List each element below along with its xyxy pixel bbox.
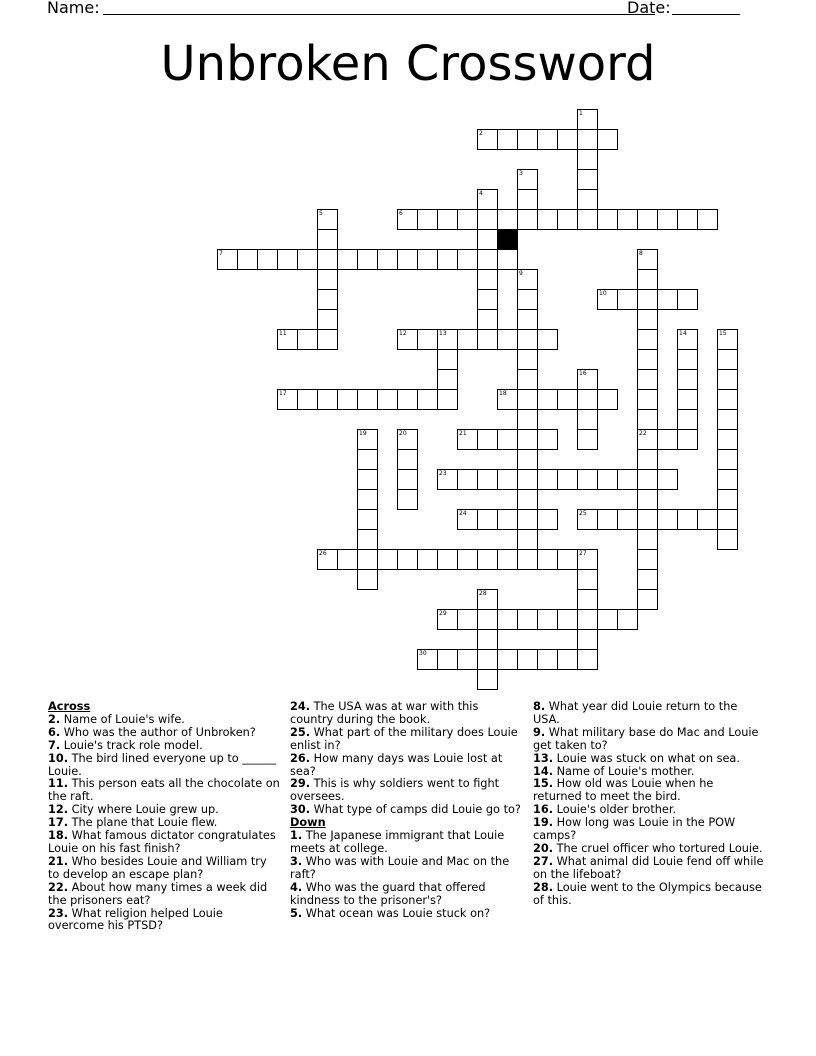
- grid-cell[interactable]: [517, 389, 538, 410]
- grid-cell[interactable]: [537, 389, 558, 410]
- grid-cell[interactable]: [637, 469, 658, 490]
- across-clue: 11. This person eats all the chocolate on the raft.: [48, 777, 280, 804]
- grid-cell[interactable]: [477, 209, 498, 230]
- clue-number: 26: [319, 550, 327, 557]
- grid-cell[interactable]: [477, 269, 498, 290]
- grid-cell[interactable]: [497, 649, 518, 670]
- grid-cell[interactable]: [397, 329, 418, 350]
- grid-cell[interactable]: [517, 289, 538, 310]
- clue-number: 6: [399, 210, 403, 217]
- clue-number: 8: [639, 250, 643, 257]
- grid-cell[interactable]: [497, 469, 518, 490]
- grid-cell[interactable]: [517, 609, 538, 630]
- grid-cell[interactable]: [677, 289, 698, 310]
- down-clue: 13. Louie was stuck on what on sea.: [533, 751, 740, 765]
- grid-cell[interactable]: [657, 209, 678, 230]
- grid-cell[interactable]: [517, 349, 538, 370]
- grid-cell[interactable]: [457, 549, 478, 570]
- grid-cell[interactable]: [477, 429, 498, 450]
- grid-cell[interactable]: [377, 249, 398, 270]
- grid-cell[interactable]: [457, 329, 478, 350]
- clue-number: 19: [359, 430, 367, 437]
- down-clue: 5. What ocean was Louie stuck on?: [290, 906, 491, 920]
- grid-cell[interactable]: [577, 469, 598, 490]
- grid-cell[interactable]: [597, 209, 618, 230]
- grid-cell[interactable]: [297, 249, 318, 270]
- grid-cell[interactable]: [577, 149, 598, 170]
- clue-number: 10: [599, 290, 607, 297]
- clue-number: 1: [579, 110, 583, 117]
- grid-cell[interactable]: [437, 209, 458, 230]
- grid-cell[interactable]: [477, 229, 498, 250]
- grid-cell[interactable]: [617, 289, 638, 310]
- across-clue: 7. Louie's track role model.: [48, 738, 203, 752]
- grid-cell[interactable]: [577, 369, 598, 390]
- grid-cell[interactable]: [517, 449, 538, 470]
- clue-number: 27: [579, 550, 587, 557]
- grid-cell[interactable]: [577, 509, 598, 530]
- across-clue: 12. City where Louie grew up.: [48, 803, 219, 817]
- grid-cell[interactable]: [477, 129, 498, 150]
- grid-cell[interactable]: [597, 609, 618, 630]
- grid-cell[interactable]: [317, 289, 338, 310]
- clue-number: 30: [419, 650, 427, 657]
- clue-number: 11: [279, 330, 287, 337]
- grid-cell[interactable]: [577, 429, 598, 450]
- grid-cell[interactable]: [577, 409, 598, 430]
- grid-cell[interactable]: [717, 429, 738, 450]
- grid-cell[interactable]: [537, 609, 558, 630]
- grid-cell[interactable]: [577, 629, 598, 650]
- grid-cell[interactable]: [317, 549, 338, 570]
- clue-column-2: [290, 701, 522, 920]
- clue-number: 18: [499, 390, 507, 397]
- down-clue: 16. Louie's older brother.: [533, 803, 677, 817]
- grid-cell[interactable]: [717, 509, 738, 530]
- clue-number: 5: [319, 210, 323, 217]
- grid-cell[interactable]: [477, 609, 498, 630]
- grid-cell[interactable]: [717, 449, 738, 470]
- grid-cell[interactable]: [677, 429, 698, 450]
- across-clue: 17. The plane that Louie flew.: [48, 816, 218, 830]
- across-heading: Across: [48, 700, 91, 713]
- grid-cell[interactable]: [457, 429, 478, 450]
- grid-cell[interactable]: [557, 209, 578, 230]
- grid-cell[interactable]: [537, 429, 558, 450]
- grid-cell[interactable]: [377, 549, 398, 570]
- grid-cell[interactable]: [597, 469, 618, 490]
- grid-cell[interactable]: [357, 449, 378, 470]
- grid-cell[interactable]: [457, 509, 478, 530]
- grid-cell[interactable]: [517, 269, 538, 290]
- grid-cell[interactable]: [477, 289, 498, 310]
- clue-number: 17: [279, 390, 287, 397]
- down-heading: Down: [290, 816, 326, 830]
- grid-cell[interactable]: [637, 569, 658, 590]
- down-clue: 9. What military base do Mac and Louie get taken to?: [533, 725, 759, 752]
- clue-number: 9: [519, 270, 523, 277]
- grid-cell[interactable]: [397, 469, 418, 490]
- grid-cell[interactable]: [537, 209, 558, 230]
- grid-cell[interactable]: [277, 249, 298, 270]
- clue-number: 23: [439, 470, 447, 477]
- grid-cell[interactable]: [717, 529, 738, 550]
- grid-cell[interactable]: [637, 389, 658, 410]
- grid-cell[interactable]: [437, 329, 458, 350]
- grid-cell[interactable]: [637, 409, 658, 430]
- clue-number: 12: [399, 330, 407, 337]
- grid-cell[interactable]: [517, 529, 538, 550]
- grid-cell[interactable]: [477, 509, 498, 530]
- grid-cell[interactable]: [517, 489, 538, 510]
- grid-cell[interactable]: [497, 609, 518, 630]
- grid-cell[interactable]: [357, 429, 378, 450]
- grid-cell[interactable]: [517, 129, 538, 150]
- grid-cell[interactable]: [437, 349, 458, 370]
- across-clue: 21. Who besides Louie and William try to develop an escape plan?: [48, 854, 267, 881]
- grid-cell[interactable]: [677, 349, 698, 370]
- grid-cell[interactable]: [357, 569, 378, 590]
- grid-cell[interactable]: [677, 369, 698, 390]
- grid-cell[interactable]: [437, 249, 458, 270]
- grid-cell[interactable]: [537, 509, 558, 530]
- grid-cell[interactable]: [637, 209, 658, 230]
- grid-cell[interactable]: [497, 129, 518, 150]
- grid-cell[interactable]: [577, 589, 598, 610]
- grid-cell[interactable]: [497, 429, 518, 450]
- grid-cell[interactable]: [397, 249, 418, 270]
- grid-cell[interactable]: [657, 469, 678, 490]
- grid-cell[interactable]: [357, 389, 378, 410]
- grid-cell[interactable]: [577, 649, 598, 670]
- grid-cell[interactable]: [397, 389, 418, 410]
- grid-cell[interactable]: [657, 289, 678, 310]
- grid-cell[interactable]: [437, 469, 458, 490]
- clue-number: 22: [639, 430, 647, 437]
- down-clue: 14. Name of Louie's mother.: [533, 764, 695, 778]
- grid-cell[interactable]: [517, 309, 538, 330]
- down-clue: 20. The cruel officer who tortured Louie.: [533, 841, 763, 855]
- grid-cell[interactable]: [517, 649, 538, 670]
- grid-cell[interactable]: [317, 389, 338, 410]
- grid-cell[interactable]: [717, 329, 738, 350]
- grid-cell[interactable]: [677, 409, 698, 430]
- name-label: Name:: [47, 0, 100, 17]
- clue-number: 14: [679, 330, 687, 337]
- across-clue: 18. What famous dictator congratulates Louie on his fast finish?: [48, 829, 276, 855]
- clue-number: 24: [459, 510, 467, 517]
- grid-cell[interactable]: [577, 549, 598, 570]
- clue-column-1: [48, 701, 280, 933]
- grid-cell[interactable]: [517, 169, 538, 190]
- across-clue: 10. The bird lined everyone up to ______ Louie.: [48, 751, 277, 778]
- down-clue: 27. What animal did Louie fend off while on the lifeboat?: [533, 854, 764, 881]
- grid-cell[interactable]: [357, 489, 378, 510]
- grid-cell[interactable]: [537, 329, 558, 350]
- page-title: Unbroken Crossword: [160, 36, 656, 92]
- grid-cell[interactable]: [677, 389, 698, 410]
- across-clue: 23. What religion helped Louie overcome his PTSD?: [48, 906, 223, 933]
- grid-cell[interactable]: [637, 329, 658, 350]
- grid-cell[interactable]: [637, 429, 658, 450]
- grid-cell[interactable]: [637, 269, 658, 290]
- grid-cell[interactable]: [597, 129, 618, 150]
- grid-cell[interactable]: [637, 509, 658, 530]
- grid-cell[interactable]: [717, 389, 738, 410]
- grid-cell[interactable]: [477, 589, 498, 610]
- grid-cell[interactable]: [677, 329, 698, 350]
- grid-cell[interactable]: [597, 389, 618, 410]
- across-clue: 25. What part of the military does Louie enlist in?: [290, 725, 518, 752]
- grid-cell[interactable]: [557, 469, 578, 490]
- grid-cell[interactable]: [377, 389, 398, 410]
- grid-cell[interactable]: [557, 129, 578, 150]
- grid-cell[interactable]: [497, 249, 518, 270]
- down-clue: 19. How long was Louie in the POW camps?: [533, 816, 736, 843]
- across-clue: 6. Who was the author of Unbroken?: [48, 725, 256, 739]
- grid-cell[interactable]: [517, 329, 538, 350]
- grid-cell[interactable]: [517, 469, 538, 490]
- grid-cell[interactable]: [577, 609, 598, 630]
- across-clue: 26. How many days was Louie lost at sea?: [290, 751, 503, 778]
- grid-cell[interactable]: [277, 329, 298, 350]
- grid-cell[interactable]: [637, 249, 658, 270]
- grid-cell[interactable]: [557, 549, 578, 570]
- grid-cell[interactable]: [617, 609, 638, 630]
- grid-cell[interactable]: [537, 549, 558, 570]
- across-clue: 30. What type of camps did Louie go to?: [290, 803, 521, 817]
- grid-cell[interactable]: [497, 389, 518, 410]
- grid-cell[interactable]: [517, 509, 538, 530]
- grid-cell[interactable]: [637, 309, 658, 330]
- grid-cell[interactable]: [477, 649, 498, 670]
- grid-cell[interactable]: [637, 369, 658, 390]
- grid-cell[interactable]: [457, 649, 478, 670]
- clue-number: 15: [719, 330, 727, 337]
- grid-cell[interactable]: [597, 509, 618, 530]
- grid-cell[interactable]: [297, 389, 318, 410]
- grid-cell[interactable]: [537, 649, 558, 670]
- grid-cell[interactable]: [417, 249, 438, 270]
- grid-cell[interactable]: [437, 389, 458, 410]
- grid-cell[interactable]: [457, 249, 478, 270]
- grid-cell[interactable]: [517, 209, 538, 230]
- grid-cell[interactable]: [597, 289, 618, 310]
- grid-cell[interactable]: [617, 209, 638, 230]
- down-clue: 8. What year did Louie return to the USA.: [533, 700, 738, 726]
- grid-cell[interactable]: [457, 609, 478, 630]
- grid-cell[interactable]: [657, 429, 678, 450]
- grid-cell[interactable]: [577, 129, 598, 150]
- grid-cell[interactable]: [577, 389, 598, 410]
- grid-cell[interactable]: [637, 449, 658, 470]
- grid-cell[interactable]: [517, 549, 538, 570]
- grid-cell[interactable]: [497, 329, 518, 350]
- grid-cell[interactable]: [637, 529, 658, 550]
- grid-cell[interactable]: [317, 249, 338, 270]
- grid-cell[interactable]: [657, 509, 678, 530]
- grid-cell[interactable]: [357, 529, 378, 550]
- clue-number: 25: [579, 510, 587, 517]
- grid-cell[interactable]: [717, 409, 738, 430]
- grid-cell[interactable]: [317, 269, 338, 290]
- grid-cell[interactable]: [477, 549, 498, 570]
- clue-number: 29: [439, 610, 447, 617]
- grid-cell[interactable]: [537, 129, 558, 150]
- down-clue: 28. Louie went to the Olympics because of this.: [533, 880, 762, 907]
- grid-cell[interactable]: [357, 549, 378, 570]
- clue-number: 20: [399, 430, 407, 437]
- clue-column-3: [533, 701, 765, 908]
- grid-cell[interactable]: [517, 429, 538, 450]
- grid-cell[interactable]: [697, 509, 718, 530]
- grid-cell[interactable]: [457, 469, 478, 490]
- grid-cell[interactable]: [677, 509, 698, 530]
- grid-cell[interactable]: [477, 309, 498, 330]
- grid-cell[interactable]: [717, 489, 738, 510]
- grid-cell[interactable]: [517, 369, 538, 390]
- grid-cell[interactable]: [637, 289, 658, 310]
- grid-cell[interactable]: [217, 249, 238, 270]
- date-label: Date:: [627, 0, 671, 17]
- grid-cell[interactable]: [557, 609, 578, 630]
- grid-cell[interactable]: [417, 649, 438, 670]
- grid-cell[interactable]: [477, 469, 498, 490]
- grid-cell[interactable]: [437, 369, 458, 390]
- grid-cell[interactable]: [517, 409, 538, 430]
- clue-number: 16: [579, 370, 587, 377]
- down-clue: 15. How old was Louie when he returned to meet the bird.: [533, 777, 714, 804]
- grid-cell[interactable]: [477, 329, 498, 350]
- clue-number: 2: [479, 130, 483, 137]
- grid-cell[interactable]: [577, 209, 598, 230]
- grid-cell[interactable]: [537, 469, 558, 490]
- grid-cell[interactable]: [337, 549, 358, 570]
- grid-cell[interactable]: [357, 249, 378, 270]
- across-clue: 24. The USA was at war with this country during the book.: [290, 700, 479, 726]
- grid-cell[interactable]: [437, 549, 458, 570]
- grid-cell[interactable]: [637, 589, 658, 610]
- grid-cell[interactable]: [317, 309, 338, 330]
- down-clue: 4. Who was the guard that offered kindness to the prisoner's?: [290, 880, 486, 907]
- grid-cell[interactable]: [457, 209, 478, 230]
- grid-cell[interactable]: [557, 649, 578, 670]
- clue-number: 7: [219, 250, 223, 257]
- grid-cell[interactable]: [577, 189, 598, 210]
- grid-cell[interactable]: [477, 669, 498, 690]
- grid-cell[interactable]: [637, 489, 658, 510]
- clue-number: 3: [519, 170, 523, 177]
- grid-cell[interactable]: [677, 209, 698, 230]
- down-clue: 3. Who was with Louie and Mac on the raft?: [290, 854, 510, 881]
- grid-cell[interactable]: [497, 209, 518, 230]
- grid-cell[interactable]: [317, 329, 338, 350]
- grid-cell[interactable]: [617, 469, 638, 490]
- grid-cell[interactable]: [277, 389, 298, 410]
- grid-cell[interactable]: [397, 429, 418, 450]
- grid-cell[interactable]: [717, 469, 738, 490]
- grid-cell[interactable]: [717, 349, 738, 370]
- across-clue: 2. Name of Louie's wife.: [48, 712, 185, 726]
- grid-cell[interactable]: [437, 609, 458, 630]
- grid-cell[interactable]: [317, 229, 338, 250]
- grid-cell[interactable]: [397, 449, 418, 470]
- grid-cell[interactable]: [577, 569, 598, 590]
- grid-cell[interactable]: [637, 549, 658, 570]
- grid-cell[interactable]: [297, 329, 318, 350]
- grid-cell[interactable]: [477, 249, 498, 270]
- grid-cell[interactable]: [397, 489, 418, 510]
- grid-cell[interactable]: [497, 509, 518, 530]
- grid-cell[interactable]: [417, 549, 438, 570]
- grid-cell[interactable]: [697, 209, 718, 230]
- grid-cell[interactable]: [477, 189, 498, 210]
- grid-cell[interactable]: [637, 349, 658, 370]
- grid-cell[interactable]: [417, 329, 438, 350]
- clue-number: 4: [479, 190, 483, 197]
- grid-cell[interactable]: [497, 549, 518, 570]
- grid-cell[interactable]: [317, 209, 338, 230]
- black-square: [497, 229, 518, 250]
- grid-cell[interactable]: [577, 109, 598, 130]
- grid-cell[interactable]: [337, 389, 358, 410]
- clue-number: 28: [479, 590, 487, 597]
- grid-cell[interactable]: [357, 469, 378, 490]
- down-clue: 1. The Japanese immigrant that Louie meets at college.: [290, 829, 505, 855]
- grid-cell[interactable]: [557, 389, 578, 410]
- grid-cell[interactable]: [577, 169, 598, 190]
- grid-cell[interactable]: [357, 509, 378, 530]
- grid-cell[interactable]: [397, 549, 418, 570]
- clue-number: 13: [439, 330, 447, 337]
- grid-cell[interactable]: [437, 649, 458, 670]
- grid-cell[interactable]: [417, 209, 438, 230]
- across-clue: 29. This is why soldiers went to fight oversees.: [290, 777, 500, 804]
- across-clue: 22. About how many times a week did the prisoners eat?: [48, 880, 268, 907]
- grid-cell[interactable]: [417, 389, 438, 410]
- clue-number: 21: [459, 430, 467, 437]
- grid-cell[interactable]: [617, 509, 638, 530]
- grid-cell[interactable]: [337, 249, 358, 270]
- grid-cell[interactable]: [257, 249, 278, 270]
- grid-cell[interactable]: [717, 369, 738, 390]
- grid-cell[interactable]: [397, 209, 418, 230]
- grid-cell[interactable]: [517, 189, 538, 210]
- grid-cell[interactable]: [477, 629, 498, 650]
- grid-cell[interactable]: [237, 249, 258, 270]
